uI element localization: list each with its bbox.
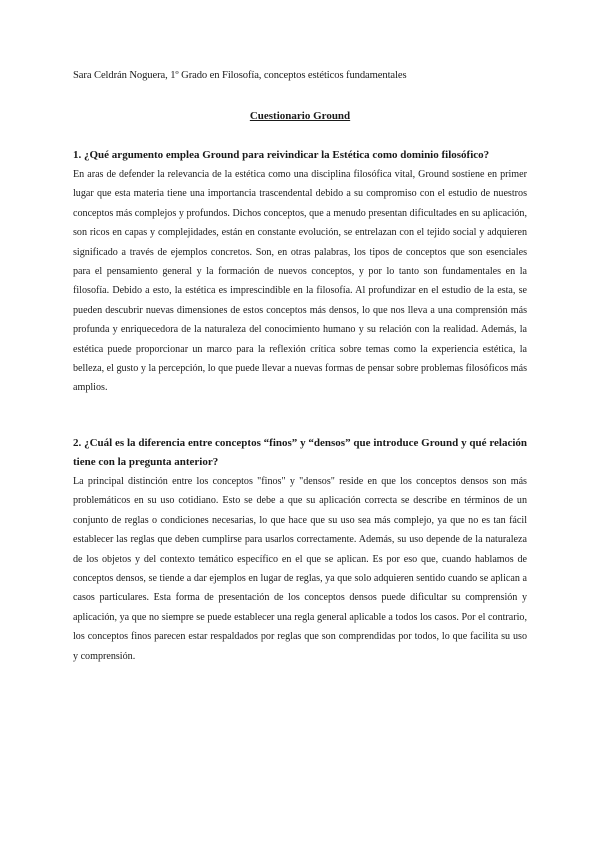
question-2-heading: 2. ¿Cuál es la diferencia entre conceptos “finos” y “densos” que introduce Ground y qué relación tiene con la pregunta anterior?: [73, 437, 527, 468]
answer-2-paragraph: La principal distinción entre los conceptos "finos" y "densos" reside en que los conceptos densos son más problemáticos en su uso cotidiano. Esto se debe a que su aplicación correcta se describe en términos de un conjunto de reglas o condiciones necesarias, lo que hace que su uso sea más complejo, ya que no es tan fácil establecer las reglas que deben cumplirse para usarlos correctamente. Además, su uso depende de la naturaleza de los objetos y del contexto temático específico en el que se aplican. Es por eso que, cuando hablamos de conceptos densos, se tiende a dar ejemplos en lugar de reglas, ya que solo adquieren sentido cuando se aplican a casos particulares. Esta forma de presentación de los conceptos densos puede dificultar su comprensión y aplicación, ya que no siempre se puede establecer una regla general aplicable a todos los casos. Por el contrario, los conceptos finos parecen estar respaldados por reglas que son comprendidas por todos, lo que facilita su uso y comprensión.: [73, 476, 527, 662]
author-header: Sara Celdrán Noguera, 1º Grado en Filosofía, conceptos estéticos fundamentales: [73, 70, 407, 81]
question-section-2: [73, 434, 527, 666]
answer-1-paragraph: En aras de defender la relevancia de la estética como una disciplina filosófica vital, Ground sostiene en primer lugar que esta materia tiene una importancia trascendental debido a su compromiso con el estudio de nuestros conceptos más complejos y profundos. Dichos conceptos, que a menudo presentan dificultades en su aplicación, son ricos en capas y complejidades, están en constante evolución, se entrelazan con el tejido social y adquieren significado a través de ejemplos concretos. Son, en otras palabras, los tipos de conceptos que son esenciales para el pensamiento general y la formación de nuevos conceptos, y por lo tanto son fundamentales en la filosofía. Debido a esto, la estética es imprescindible en la filosofía. Al profundizar en el estudio de la esta, se pueden descubrir nuevas dimensiones de estos conceptos más densos, lo que nos lleva a una comprensión más profunda y enriquecedora de la naturaleza del conocimiento humano y su relación con la realidad. Además, la estética puede proporcionar un marco para la reflexión crítica sobre temas como la experiencia estética, la belleza, el gusto y la percepción, lo que puede llevar a nuevas formas de pensar sobre problemas filosóficos más amplios.: [73, 169, 527, 394]
question-1-heading: 1. ¿Qué argumento emplea Ground para reivindicar la Estética como dominio filosófico?: [73, 149, 490, 161]
document-title: Cuestionario Ground: [249, 110, 351, 122]
question-section-1: [73, 146, 527, 398]
